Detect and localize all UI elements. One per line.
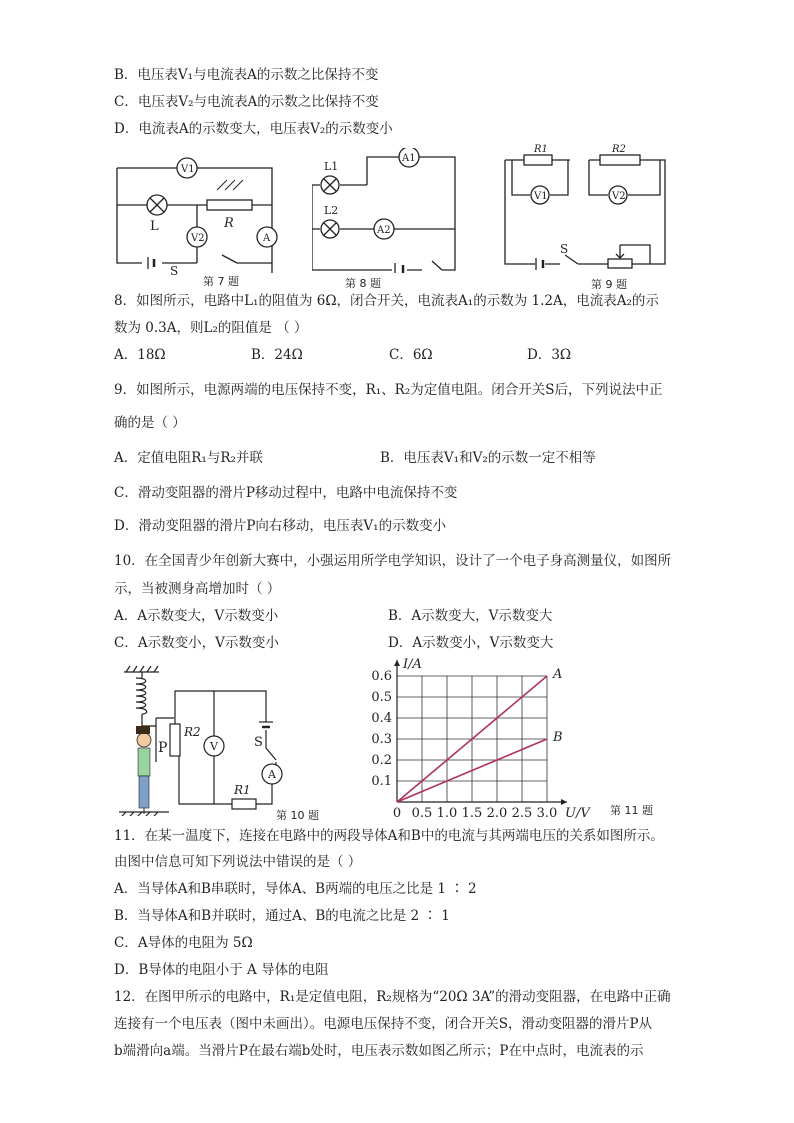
fig7-caption: 第 7 题: [203, 275, 239, 288]
fig10-p-label: P: [158, 740, 168, 756]
figure-10-circuit: [114, 664, 294, 816]
x-tick-label: 1.5: [461, 806, 483, 821]
q10-option-d: D．A示数变小，V示数变大: [388, 635, 554, 651]
x-tick-label: 2.0: [486, 806, 508, 821]
q9-option-a: A．定值电阻R₁与R₂并联: [114, 450, 263, 466]
figure-7-circuit: [112, 155, 292, 275]
y-tick-label: 0.4: [371, 711, 392, 726]
q11-stem-2: 由图中信息可知下列说法中错误的是（ ）: [114, 854, 362, 870]
q11-option-b: B．当导体A和B并联时，通过A、B的电流之比是 2 ∶ 1: [114, 908, 450, 924]
q11-option-d: D．B导体的电阻小于 A 导体的电阻: [114, 962, 329, 978]
q7-option-c: C．电压表V₂与电流表A的示数之比保持不变: [114, 94, 379, 110]
y-axis-arrow: [394, 660, 400, 666]
fig8-caption: 第 8 题: [345, 277, 381, 290]
q12-stem-2: 连接有一个电压表（图中未画出）。电源电压保持不变，闭合开关S，滑动变阻器的滑片P从: [114, 1016, 653, 1032]
q10-stem-2: 示，当被测身高增加时（ ）: [114, 581, 281, 597]
y-axis-label: I/A: [403, 657, 422, 672]
fig10-s-label: S: [254, 735, 263, 750]
x-axis-label: U/V: [565, 806, 590, 821]
fig9-v1-label: V1: [534, 191, 548, 202]
q7-option-b: B．电压表V₁与电流表A的示数之比保持不变: [114, 67, 379, 83]
q11-stem-1: 11．在某一温度下，连接在电路中的两段导体A和B中的电流与其两端电压的关系如图所示。: [114, 828, 664, 844]
series-label-b: B: [553, 730, 563, 745]
y-tick-label: 0.2: [371, 753, 392, 768]
q8-option-b: B．24Ω: [251, 347, 303, 363]
fig9-caption: 第 9 题: [591, 278, 627, 291]
fig9-r2-label: R2: [612, 144, 626, 155]
fig7-a-label: A: [263, 233, 271, 244]
fig11-caption: 第 11 题: [610, 804, 653, 817]
q9-stem-1: 9．如图所示，电源两端的电压保持不变，R₁、R₂为定值电阻。闭合开关S后，下列说法中正: [114, 382, 663, 398]
q10-stem-1: 10．在全国青少年创新大赛中，小强运用所学电学知识，设计了一个电子身高测量仪，如图所: [114, 553, 672, 569]
figure-8-circuit: [312, 148, 462, 273]
fig7-r-label: R: [224, 216, 234, 231]
fig10-v-label: V: [210, 740, 218, 753]
q10-option-c: C．A示数变小，V示数变小: [114, 635, 279, 651]
y-tick-label: 0.3: [371, 732, 392, 747]
fig9-v2-label: V2: [612, 191, 626, 202]
q9-stem-2: 确的是（ ）: [114, 415, 186, 431]
x-tick-label: 0: [392, 806, 402, 821]
fig8-a1-label: A1: [402, 153, 416, 164]
fig10-a-label: A: [268, 768, 276, 781]
q7-option-d: D．电流表A的示数变大，电压表V₂的示数变小: [114, 121, 393, 137]
q8-option-a: A．18Ω: [114, 347, 166, 363]
q10-option-b: B．A示数变大，V示数变大: [388, 608, 553, 624]
fig9-s-label: S: [560, 242, 569, 256]
q11-option-c: C．A导体的电阻为 5Ω: [114, 935, 253, 951]
fig8-l1-label: L1: [324, 160, 339, 173]
x-tick-label: 0.5: [411, 806, 433, 821]
fig8-a2-label: A2: [377, 225, 391, 236]
q9-option-d: D．滑动变阻器的滑片P向右移动，电压表V₁的示数变小: [114, 518, 447, 534]
y-tick-label: 0.5: [371, 690, 392, 705]
q9-option-c: C．滑动变阻器的滑片P移动过程中，电路中电流保持不变: [114, 485, 458, 501]
q8-option-c: C．6Ω: [389, 347, 433, 363]
fig10-caption: 第 10 题: [276, 809, 319, 822]
q10-option-a: A．A示数变大，V示数变小: [114, 608, 279, 624]
fig7-l-label: L: [150, 219, 159, 234]
q8-stem-2: 数为 0.3A，则L₂的阻值是 （ ）: [114, 320, 308, 336]
x-tick-label: 2.5: [511, 806, 533, 821]
fig7-v1-label: V1: [181, 164, 195, 175]
q9-option-b: B．电压表V₁和V₂的示数一定不相等: [380, 450, 596, 466]
q11-option-a: A．当导体A和B串联时，导体A、B两端的电压之比是 1 ∶ 2: [114, 881, 477, 897]
fig9-r1-label: R1: [534, 144, 548, 155]
fig8-l2-label: L2: [324, 204, 339, 217]
q12-stem-1: 12．在图甲所示的电路中，R₁是定值电阻，R₂规格为“20Ω 3A”的滑动变阻器，在电路中正确: [114, 989, 671, 1005]
x-tick-label: 3.0: [536, 806, 558, 821]
x-axis-arrow: [561, 799, 567, 805]
y-tick-label: 0.1: [371, 774, 392, 789]
q12-stem-3: b端滑向a端。当滑片P在最右端b处时，电压表示数如图乙所示；P在中点时，电流表的示: [114, 1043, 644, 1059]
y-tick-label: 0.6: [371, 669, 392, 684]
figure-9-circuit: [500, 140, 675, 270]
q8-options: [114, 346, 674, 364]
q8-stem-1: 8．如图所示，电路中L₁的阻值为 6Ω，闭合开关，电流表A₁的示数为 1.2A，电流表A₂的示: [114, 293, 659, 309]
fig7-v2-label: V2: [191, 233, 205, 244]
x-tick-label: 1.0: [436, 806, 458, 821]
figure-11-chart: [365, 652, 595, 824]
series-label-a: A: [553, 667, 563, 682]
q8-option-d: D．3Ω: [527, 347, 572, 363]
fig10-r1-label: R1: [234, 783, 251, 797]
fig7-s-label: S: [170, 264, 179, 275]
fig10-r2-label: R2: [184, 725, 201, 739]
